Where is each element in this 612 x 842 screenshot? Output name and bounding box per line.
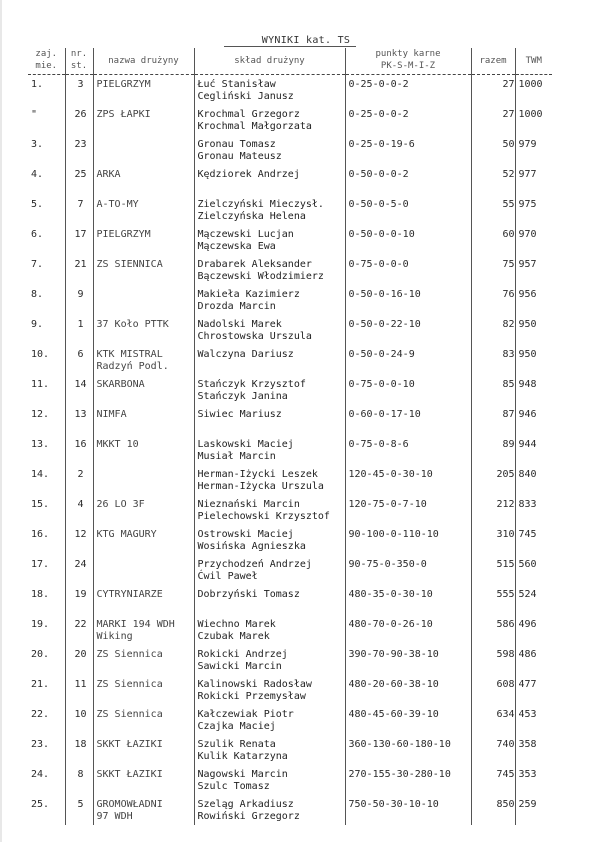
team-name-cell-line: 37 Koło PTTK	[96, 318, 169, 330]
team-name-cell	[93, 255, 194, 285]
table-row	[28, 675, 552, 705]
total-cell: 50	[471, 135, 515, 165]
team-members-cell	[194, 285, 345, 315]
place-cell: 18.	[31, 588, 50, 600]
twm-cell: 979	[515, 135, 552, 165]
team-members-cell	[194, 255, 345, 285]
results-body	[28, 75, 552, 825]
penalty-points-cell: 120-75-0-7-10	[345, 495, 471, 525]
place-cell: 7.	[31, 258, 44, 270]
penalty-points-cell: 0-60-0-17-10	[345, 405, 471, 435]
team-name-cell-line: ZPS ŁAPKI	[96, 108, 151, 120]
twm-cell: 477	[515, 675, 552, 705]
twm-cell: 524	[515, 585, 552, 615]
total-cell: 212	[471, 495, 515, 525]
total-cell: 76	[471, 285, 515, 315]
team-members-cell-line: Czajka Maciej	[197, 720, 276, 732]
team-name-cell-line: A-TO-MY	[96, 198, 139, 210]
twm-cell: 1000	[515, 105, 552, 135]
team-members-cell	[194, 195, 345, 225]
team-members-cell	[194, 705, 345, 735]
table-row	[28, 585, 552, 615]
team-name-cell-line: Wiking	[96, 630, 133, 642]
team-name-cell-line	[97, 289, 194, 301]
team-members-cell-line: Ćwil Paweł	[197, 570, 258, 582]
team-name-cell-line: MARKI 194 WDH	[96, 618, 175, 630]
total-cell: 27	[471, 105, 515, 135]
table-row	[28, 315, 552, 345]
total-cell: 598	[471, 645, 515, 675]
table-row	[28, 645, 552, 675]
total-cell: 608	[471, 675, 515, 705]
team-name-cell	[93, 495, 194, 525]
table-row	[28, 615, 552, 645]
place-cell: 22.	[31, 708, 50, 720]
results-table	[28, 48, 552, 825]
team-members-cell	[194, 225, 345, 255]
team-name-cell-line	[97, 469, 194, 481]
penalty-points-cell: 0-25-0-0-2	[345, 75, 471, 105]
penalty-points-cell: 120-45-0-30-10	[345, 465, 471, 495]
team-name-cell-line: Radzyń Podl.	[96, 360, 169, 372]
penalty-points-cell: 480-70-0-26-10	[345, 615, 471, 645]
team-members-cell-line: Drozda Marcin	[197, 300, 276, 312]
penalty-points-cell: 750-50-30-10-10	[345, 795, 471, 825]
team-members-cell	[194, 735, 345, 765]
table-row	[28, 135, 552, 165]
team-name-cell	[93, 615, 194, 645]
twm-cell: 956	[515, 285, 552, 315]
team-name-cell	[93, 675, 194, 705]
team-members-cell-line: Walczyna Dariusz	[197, 348, 294, 360]
total-cell: 87	[471, 405, 515, 435]
penalty-points-cell: 480-20-60-38-10	[345, 675, 471, 705]
twm-cell: 358	[515, 735, 552, 765]
team-name-cell	[93, 195, 194, 225]
place-cell: 1.	[31, 79, 44, 90]
col-header-place-line1: zaj.	[35, 49, 58, 59]
table-row	[28, 195, 552, 225]
team-name-cell-line: 97 WDH	[96, 810, 133, 822]
place-cell: 3.	[31, 138, 44, 150]
team-name-cell-line: MKKT 10	[96, 438, 139, 450]
start-number-cell: 3	[65, 75, 93, 105]
team-members-cell-line: Szeląg Arkadiusz	[197, 798, 294, 810]
table-row	[28, 285, 552, 315]
team-members-cell-line: Rokicki Andrzej	[197, 648, 288, 660]
place-cell: 16.	[31, 528, 50, 540]
place-cell: 10.	[31, 348, 50, 360]
team-name-cell	[93, 555, 194, 585]
start-number-cell: 12	[65, 525, 93, 555]
start-number-cell: 4	[65, 495, 93, 525]
table-row	[28, 75, 552, 105]
team-name-cell-line: ARKA	[96, 168, 121, 180]
start-number-cell: 26	[65, 105, 93, 135]
table-row	[28, 225, 552, 255]
team-members-cell-line: Dobrzyński Tomasz	[197, 588, 300, 600]
team-members-cell-line: Szulc Tomasz	[197, 780, 270, 792]
team-name-cell	[93, 705, 194, 735]
start-number-cell: 2	[65, 465, 93, 495]
penalty-points-cell: 390-70-90-38-10	[345, 645, 471, 675]
team-name-cell-line: ZS Siennica	[96, 708, 163, 720]
twm-cell: 950	[515, 315, 552, 345]
team-name-cell-line: KTG MAGURY	[96, 528, 157, 540]
start-number-cell: 5	[65, 795, 93, 825]
place-cell: 19.	[31, 618, 50, 630]
team-name-cell	[93, 465, 194, 495]
start-number-cell: 8	[65, 765, 93, 795]
team-name-cell	[93, 225, 194, 255]
place-cell: 5.	[31, 198, 44, 210]
team-members-cell-line: Czubak Marek	[197, 630, 270, 642]
team-name-cell-line: SKARBONA	[96, 378, 145, 390]
page-title: WYNIKI kat. TS	[196, 35, 416, 46]
page-edge	[0, 0, 2, 842]
total-cell: 745	[471, 765, 515, 795]
team-members-cell-line: Nagowski Marcin	[197, 768, 288, 780]
total-cell: 850	[471, 795, 515, 825]
team-name-cell-line: SKKT ŁAZIKI	[96, 738, 163, 750]
twm-cell: 950	[515, 345, 552, 375]
team-name-cell-line: ZS SIENNICA	[96, 258, 163, 270]
team-name-cell	[93, 375, 194, 405]
team-name-cell	[93, 795, 194, 825]
penalty-points-cell: 0-50-0-0-10	[345, 225, 471, 255]
total-cell: 205	[471, 465, 515, 495]
total-cell: 634	[471, 705, 515, 735]
place-cell: 14.	[31, 468, 50, 480]
team-members-cell-line: Wiechno Marek	[197, 618, 276, 630]
team-members-cell	[194, 675, 345, 705]
team-members-cell	[194, 615, 345, 645]
start-number-cell: 22	[65, 615, 93, 645]
penalty-points-cell: 0-75-0-8-6	[345, 435, 471, 465]
start-number-cell: 10	[65, 705, 93, 735]
col-header-members: skład drużyny	[194, 48, 345, 75]
team-members-cell	[194, 345, 345, 375]
place-cell: 8.	[31, 288, 44, 300]
team-name-cell	[93, 435, 194, 465]
team-members-cell-line: Wosińska Agnieszka	[197, 540, 306, 552]
team-members-cell	[194, 75, 345, 105]
team-name-cell-line: SKKT ŁAZIKI	[96, 768, 163, 780]
team-members-cell-line: Mączewski Lucjan	[197, 228, 294, 240]
start-number-cell: 18	[65, 735, 93, 765]
team-name-cell-line: PIELGRZYM	[96, 79, 151, 90]
total-cell: 310	[471, 525, 515, 555]
team-name-cell	[93, 585, 194, 615]
team-members-cell-line: Rokicki Przemysław	[197, 690, 306, 702]
team-members-cell-line: Kałczewiak Piotr	[197, 708, 294, 720]
table-row	[28, 165, 552, 195]
place-cell: 20.	[31, 648, 50, 660]
penalty-points-cell: 0-75-0-0-10	[345, 375, 471, 405]
team-members-cell	[194, 135, 345, 165]
team-name-cell	[93, 345, 194, 375]
team-members-cell-line: Sawicki Marcin	[197, 660, 282, 672]
team-name-cell	[93, 525, 194, 555]
penalty-points-cell: 0-50-0-16-10	[345, 285, 471, 315]
start-number-cell: 13	[65, 405, 93, 435]
twm-cell: 970	[515, 225, 552, 255]
table-row	[28, 405, 552, 435]
penalty-points-cell: 0-25-0-19-6	[345, 135, 471, 165]
twm-cell: 1000	[515, 75, 552, 105]
team-members-cell-line: Herman-Iżycka Urszula	[197, 480, 324, 492]
col-header-nr-line2: st.	[70, 61, 88, 71]
team-members-cell-line: Makieła Kazimierz	[197, 288, 300, 300]
team-members-cell	[194, 105, 345, 135]
penalty-points-cell: 0-75-0-0-0	[345, 255, 471, 285]
twm-cell: 944	[515, 435, 552, 465]
team-members-cell-line: Drabarek Aleksander	[197, 258, 312, 270]
twm-cell: 486	[515, 645, 552, 675]
start-number-cell: 17	[65, 225, 93, 255]
team-members-cell-line: Rowiński Grzegorz	[197, 810, 300, 822]
start-number-cell: 16	[65, 435, 93, 465]
place-cell: 4.	[31, 168, 44, 180]
table-row	[28, 525, 552, 555]
start-number-cell: 24	[65, 555, 93, 585]
twm-cell: 453	[515, 705, 552, 735]
place-cell: 21.	[31, 678, 50, 690]
team-members-cell-line: Gronau Tomasz	[197, 138, 276, 150]
team-name-cell-line: CYTRYNIARZE	[96, 588, 163, 600]
twm-cell: 833	[515, 495, 552, 525]
col-header-penalty-line2: PK-S-M-I-Z	[380, 61, 436, 71]
total-cell: 83	[471, 345, 515, 375]
table-row	[28, 375, 552, 405]
total-cell: 586	[471, 615, 515, 645]
total-cell: 89	[471, 435, 515, 465]
team-members-cell-line: Mączewska Ewa	[197, 240, 276, 252]
penalty-points-cell: 480-45-60-39-10	[345, 705, 471, 735]
team-name-cell-line: KTK MISTRAL	[96, 348, 163, 360]
team-members-cell-line: Pielechowski Krzysztof	[197, 510, 330, 522]
start-number-cell: 7	[65, 195, 93, 225]
team-name-cell	[93, 135, 194, 165]
place-cell: "	[31, 108, 38, 120]
start-number-cell: 9	[65, 285, 93, 315]
col-header-twm: TWM	[515, 48, 552, 75]
team-members-cell-line: Gronau Mateusz	[197, 150, 282, 162]
col-header-penalty-line1: punkty karne	[375, 49, 441, 59]
total-cell: 82	[471, 315, 515, 345]
col-header-nr	[65, 48, 93, 75]
team-name-cell-line	[97, 559, 194, 571]
team-members-cell	[194, 165, 345, 195]
twm-cell: 560	[515, 555, 552, 585]
place-cell: 13.	[31, 438, 50, 450]
total-cell: 515	[471, 555, 515, 585]
penalty-points-cell: 360-130-60-180-10	[345, 735, 471, 765]
team-members-cell	[194, 435, 345, 465]
total-cell: 27	[471, 75, 515, 105]
col-header-total: razem	[471, 48, 515, 75]
team-members-cell-line: Zielczyńska Helena	[197, 210, 306, 222]
penalty-points-cell: 0-50-0-5-0	[345, 195, 471, 225]
team-members-cell	[194, 405, 345, 435]
twm-cell: 975	[515, 195, 552, 225]
place-cell: 11.	[31, 378, 50, 390]
team-name-cell	[93, 315, 194, 345]
table-row	[28, 105, 552, 135]
twm-cell: 353	[515, 765, 552, 795]
twm-cell: 840	[515, 465, 552, 495]
team-members-cell	[194, 315, 345, 345]
team-members-cell-line: Siwiec Mariusz	[197, 408, 282, 420]
col-header-penalty	[345, 48, 471, 75]
team-members-cell-line: Przychodzeń Andrzej	[197, 558, 312, 570]
penalty-points-cell: 0-50-0-22-10	[345, 315, 471, 345]
team-name-cell-line: NIMFA	[96, 408, 127, 420]
start-number-cell: 23	[65, 135, 93, 165]
team-members-cell-line: Łuć Stanisław	[197, 79, 276, 90]
table-row	[28, 255, 552, 285]
start-number-cell: 14	[65, 375, 93, 405]
team-members-cell-line: Nieznański Marcin	[197, 498, 300, 510]
team-members-cell-line: Musiał Marcin	[197, 450, 276, 462]
total-cell: 75	[471, 255, 515, 285]
team-members-cell-line: Chrostowska Urszula	[197, 330, 312, 342]
team-name-cell-line	[97, 139, 194, 151]
place-cell: 15.	[31, 498, 50, 510]
col-header-team: nazwa drużyny	[93, 48, 194, 75]
start-number-cell: 11	[65, 675, 93, 705]
place-cell: 23.	[31, 738, 50, 750]
penalty-points-cell: 0-25-0-0-2	[345, 105, 471, 135]
team-members-cell	[194, 375, 345, 405]
team-members-cell-line: Ostrowski Maciej	[197, 528, 294, 540]
penalty-points-cell: 480-35-0-30-10	[345, 585, 471, 615]
start-number-cell: 19	[65, 585, 93, 615]
table-row	[28, 795, 552, 825]
team-members-cell	[194, 465, 345, 495]
total-cell: 60	[471, 225, 515, 255]
twm-cell: 957	[515, 255, 552, 285]
twm-cell: 259	[515, 795, 552, 825]
place-cell: 9.	[31, 318, 44, 330]
team-name-cell	[93, 75, 194, 105]
table-row	[28, 435, 552, 465]
place-cell: 12.	[31, 408, 50, 420]
penalty-points-cell: 270-155-30-280-10	[345, 765, 471, 795]
team-members-cell-line: Kalinowski Radosław	[197, 678, 312, 690]
team-members-cell-line: Szulik Renata	[197, 738, 276, 750]
team-members-cell	[194, 795, 345, 825]
start-number-cell: 21	[65, 255, 93, 285]
team-members-cell-line: Cegliński Janusz	[197, 91, 294, 102]
team-members-cell	[194, 495, 345, 525]
team-members-cell-line: Zielczyński Mieczysł.	[197, 198, 324, 210]
twm-cell: 948	[515, 375, 552, 405]
team-name-cell	[93, 285, 194, 315]
team-name-cell-line: 26 LO 3F	[96, 498, 145, 510]
table-row	[28, 345, 552, 375]
total-cell: 55	[471, 195, 515, 225]
team-name-cell	[93, 165, 194, 195]
total-cell: 740	[471, 735, 515, 765]
table-header-row	[28, 48, 552, 75]
place-cell: 6.	[31, 228, 44, 240]
total-cell: 555	[471, 585, 515, 615]
team-members-cell-line: Stańczyk Krzysztof	[197, 378, 306, 390]
penalty-points-cell: 0-50-0-24-9	[345, 345, 471, 375]
table-row	[28, 705, 552, 735]
team-name-cell-line: ZS Siennica	[96, 648, 163, 660]
twm-cell: 977	[515, 165, 552, 195]
team-members-cell	[194, 525, 345, 555]
team-name-cell-line: GROMOWŁADNI	[96, 798, 163, 810]
table-row	[28, 735, 552, 765]
penalty-points-cell: 90-75-0-350-0	[345, 555, 471, 585]
place-cell: 17.	[31, 558, 50, 570]
team-members-cell-line: Kędziorek Andrzej	[197, 168, 300, 180]
twm-cell: 946	[515, 405, 552, 435]
penalty-points-cell: 90-100-0-110-10	[345, 525, 471, 555]
start-number-cell: 1	[65, 315, 93, 345]
team-name-cell	[93, 105, 194, 135]
team-members-cell-line: Krochmal Grzegorz	[197, 108, 300, 120]
team-members-cell-line: Krochmal Małgorzata	[197, 120, 312, 132]
col-header-place-line2: mie.	[35, 61, 58, 71]
team-name-cell-line: ZS Siennica	[96, 678, 163, 690]
place-cell: 24.	[31, 768, 50, 780]
team-members-cell-line: Bączewski Włodzimierz	[197, 270, 324, 282]
team-members-cell	[194, 765, 345, 795]
table-row	[28, 495, 552, 525]
team-members-cell-line: Herman-Iżycki Leszek	[197, 468, 318, 480]
team-members-cell-line: Laskowski Maciej	[197, 438, 294, 450]
total-cell: 85	[471, 375, 515, 405]
team-name-cell	[93, 765, 194, 795]
place-cell: 25.	[31, 798, 50, 810]
col-header-place	[28, 48, 65, 75]
twm-cell: 496	[515, 615, 552, 645]
table-row	[28, 555, 552, 585]
team-members-cell-line: Kulik Katarzyna	[197, 750, 288, 762]
start-number-cell: 6	[65, 345, 93, 375]
table-row	[28, 765, 552, 795]
team-members-cell	[194, 645, 345, 675]
twm-cell: 745	[515, 525, 552, 555]
start-number-cell: 25	[65, 165, 93, 195]
total-cell: 52	[471, 165, 515, 195]
start-number-cell: 20	[65, 645, 93, 675]
team-name-cell	[93, 405, 194, 435]
team-name-cell-line: PIELGRZYM	[96, 228, 151, 240]
team-name-cell	[93, 645, 194, 675]
team-members-cell-line: Nadolski Marek	[197, 318, 282, 330]
team-members-cell	[194, 555, 345, 585]
team-name-cell	[93, 735, 194, 765]
penalty-points-cell: 0-50-0-0-2	[345, 165, 471, 195]
team-members-cell-line: Stańczyk Janina	[197, 390, 288, 402]
table-row	[28, 465, 552, 495]
team-members-cell	[194, 585, 345, 615]
col-header-nr-line1: nr.	[70, 49, 88, 59]
